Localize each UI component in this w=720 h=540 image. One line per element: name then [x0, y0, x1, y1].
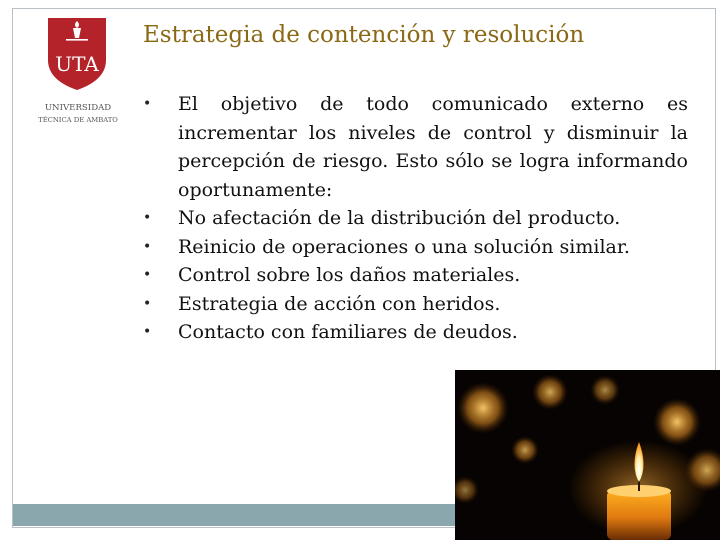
slide-title: Estrategia de contención y resolución — [143, 22, 585, 48]
bullet-list — [140, 90, 688, 347]
logo-name-line1: UNIVERSIDAD — [44, 103, 112, 113]
bullet-text: Control sobre los daños materiales. — [178, 264, 521, 286]
bullet-item — [140, 261, 688, 290]
bullet-text: Estrategia de acción con heridos. — [178, 292, 501, 315]
bullet-text: Contacto con familiares de deudos. — [178, 321, 518, 343]
university-logo — [28, 14, 128, 132]
bullet-marker: • — [143, 295, 152, 312]
bullet-item — [140, 233, 688, 262]
candle-photo — [455, 370, 720, 540]
bullet-item — [140, 90, 688, 204]
bullet-text: Reinicio de operaciones o una solución similar. — [178, 235, 630, 258]
bullet-item — [140, 204, 688, 233]
bullet-marker: • — [143, 96, 152, 112]
bullet-text: El objetivo de todo comunicado externo es incrementar los niveles de control y disminuir la percepción de riesgo. Esto sólo se logra informando oportunamente: — [178, 93, 688, 201]
bullet-text: No afectación de la distribución del producto. — [178, 207, 621, 229]
bullet-item — [140, 290, 688, 319]
bullet-item — [140, 318, 688, 347]
bullet-marker: • — [143, 238, 152, 255]
bullet-marker: • — [143, 267, 152, 283]
logo-name-line2: TÉCNICA DE AMBATO — [38, 116, 118, 124]
logo-abbr: UTA — [55, 52, 99, 76]
bullet-marker: • — [143, 210, 152, 226]
bullet-marker: • — [143, 324, 152, 340]
